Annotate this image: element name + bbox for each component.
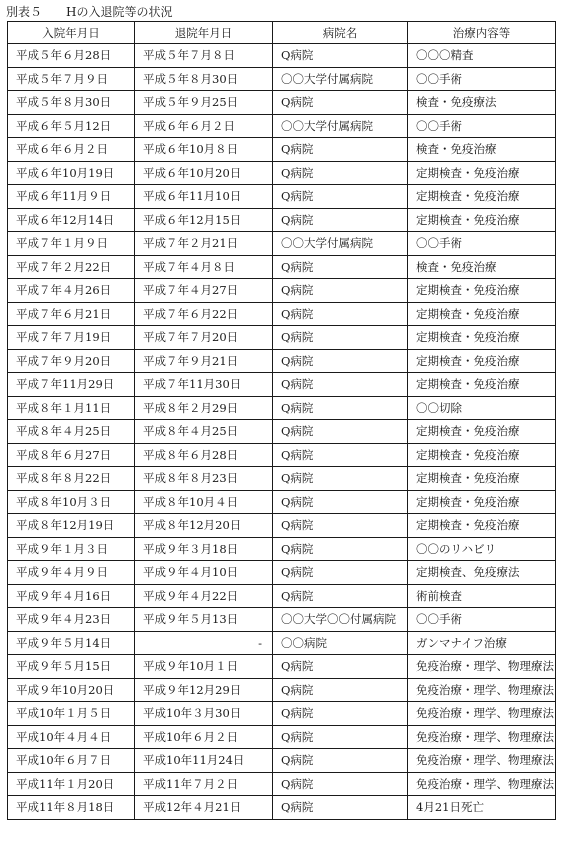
hospital-name-cell: Q病院 [273,91,408,115]
discharge-date-cell: 平成８年６月28日 [135,443,273,467]
discharge-date-cell: 平成７年４月27日 [135,279,273,303]
table-row [8,537,556,561]
treatment-cell: 免疫治療・理学、物理療法 [408,655,556,679]
table-row [8,326,556,350]
table-row [8,44,556,68]
discharge-date-cell: 平成６年６月２日 [135,114,273,138]
admission-date-cell: 平成10年６月７日 [8,749,135,773]
treatment-cell: 〇〇手術 [408,608,556,632]
hospital-name-cell: Q病院 [273,584,408,608]
treatment-cell: 検査・免疫治療 [408,138,556,162]
treatment-cell: 定期検査・免疫治療 [408,420,556,444]
discharge-date-cell: 平成９年５月13日 [135,608,273,632]
admission-date-cell: 平成９年４月23日 [8,608,135,632]
discharge-date-cell: 平成６年10月20日 [135,161,273,185]
discharge-date-cell: 平成９年10月１日 [135,655,273,679]
hospital-name-cell: Q病院 [273,279,408,303]
treatment-cell: 定期検査・免疫治療 [408,185,556,209]
discharge-date-cell: 平成８年12月20日 [135,514,273,538]
hospital-name-cell: Q病院 [273,678,408,702]
hospital-name-cell: Q病院 [273,749,408,773]
discharge-date-cell: 平成８年４月25日 [135,420,273,444]
hospital-name-cell: Q病院 [273,255,408,279]
table-row [8,420,556,444]
admission-date-cell: 平成７年１月９日 [8,232,135,256]
table-row [8,631,556,655]
admission-date-cell: 平成８年12月19日 [8,514,135,538]
admission-date-cell: 平成９年10月20日 [8,678,135,702]
treatment-cell: 定期検査・免疫治療 [408,161,556,185]
treatment-cell: 定期検査・免疫治療 [408,349,556,373]
admission-date-cell: 平成７年２月22日 [8,255,135,279]
treatment-cell: 〇〇手術 [408,67,556,91]
admission-date-cell: 平成９年４月９日 [8,561,135,585]
treatment-cell: 〇〇手術 [408,232,556,256]
treatment-cell: ガンマナイフ治療 [408,631,556,655]
treatment-cell: 免疫治療・理学、物理療法 [408,749,556,773]
table-row [8,185,556,209]
admission-date-cell: 平成８年６月27日 [8,443,135,467]
hospital-name-cell: Q病院 [273,772,408,796]
header-discharge-date: 退院年月日 [135,22,273,44]
discharge-date-cell: 平成７年６月22日 [135,302,273,326]
discharge-date-cell: 平成10年３月30日 [135,702,273,726]
table-row [8,584,556,608]
hospital-name-cell: 〇〇大学付属病院 [273,114,408,138]
hospital-name-cell: Q病院 [273,702,408,726]
header-hospital-name: 病院名 [273,22,408,44]
admission-date-cell: 平成８年１月11日 [8,396,135,420]
admission-date-cell: 平成７年11月29日 [8,373,135,397]
admission-date-cell: 平成６年12月14日 [8,208,135,232]
admission-date-cell: 平成５年７月９日 [8,67,135,91]
table-row [8,490,556,514]
table-header [8,22,556,44]
discharge-date-cell: 平成６年11月10日 [135,185,273,209]
admission-date-cell: 平成９年４月16日 [8,584,135,608]
admission-date-cell: 平成11年１月20日 [8,772,135,796]
hospital-name-cell: Q病院 [273,561,408,585]
treatment-cell: 定期検査・免疫治療 [408,302,556,326]
table-row [8,608,556,632]
discharge-date-cell: 平成５年８月30日 [135,67,273,91]
hospital-name-cell: Q病院 [273,396,408,420]
admission-date-cell: 平成５年８月30日 [8,91,135,115]
treatment-cell: 定期検査・免疫治療 [408,208,556,232]
hospital-name-cell: 〇〇大学〇〇付属病院 [273,608,408,632]
admission-date-cell: 平成８年８月22日 [8,467,135,491]
hospital-name-cell: Q病院 [273,420,408,444]
admission-date-cell: 平成９年５月15日 [8,655,135,679]
treatment-cell: 〇〇のリハビリ [408,537,556,561]
discharge-date-cell: 平成11年７月２日 [135,772,273,796]
admission-history-table [7,21,556,820]
table-row [8,232,556,256]
table-row [8,302,556,326]
treatment-cell: 定期検査・免疫治療 [408,443,556,467]
hospital-name-cell: 〇〇病院 [273,631,408,655]
table-row [8,796,556,820]
treatment-cell: 定期検査・免疫治療 [408,279,556,303]
table-row [8,161,556,185]
discharge-date-cell: 平成６年12月15日 [135,208,273,232]
table-row [8,749,556,773]
discharge-date-cell: 平成９年４月10日 [135,561,273,585]
discharge-date-cell: 平成７年11月30日 [135,373,273,397]
admission-date-cell: 平成７年４月26日 [8,279,135,303]
hospital-name-cell: 〇〇大学付属病院 [273,67,408,91]
discharge-date-cell: 平成12年４月21日 [135,796,273,820]
discharge-date-cell: 平成７年９月21日 [135,349,273,373]
discharge-date-cell: 平成９年３月18日 [135,537,273,561]
document-caption: 別表５ Hの入退院等の状況 [6,5,173,19]
admission-date-cell: 平成９年５月14日 [8,631,135,655]
table-row [8,772,556,796]
treatment-cell: 〇〇〇精査 [408,44,556,68]
hospital-name-cell: Q病院 [273,725,408,749]
treatment-cell: 定期検査・免疫治療 [408,467,556,491]
table-row [8,349,556,373]
treatment-cell: 免疫治療・理学、物理療法 [408,772,556,796]
hospital-name-cell: Q病院 [273,373,408,397]
table-row [8,561,556,585]
table-row [8,443,556,467]
admission-date-cell: 平成８年４月25日 [8,420,135,444]
treatment-cell: 4月21日死亡 [408,796,556,820]
discharge-date-cell: 平成８年８月23日 [135,467,273,491]
treatment-cell: 免疫治療・理学、物理療法 [408,702,556,726]
discharge-date-cell: 平成８年２月29日 [135,396,273,420]
treatment-cell: 検査・免疫療法 [408,91,556,115]
table-row [8,725,556,749]
admission-date-cell: 平成11年８月18日 [8,796,135,820]
hospital-name-cell: Q病院 [273,796,408,820]
header-treatment: 治療内容等 [408,22,556,44]
discharge-date-cell: - [135,631,273,655]
admission-date-cell: 平成７年６月21日 [8,302,135,326]
table-row [8,67,556,91]
table-row [8,702,556,726]
table-row [8,279,556,303]
treatment-cell: 術前検査 [408,584,556,608]
admission-date-cell: 平成７年７月19日 [8,326,135,350]
table-row [8,514,556,538]
table-row [8,467,556,491]
discharge-date-cell: 平成７年７月20日 [135,326,273,350]
treatment-cell: 定期検査・免疫治療 [408,326,556,350]
admission-date-cell: 平成10年１月５日 [8,702,135,726]
table-body [8,44,556,820]
header-row [8,22,556,44]
hospital-name-cell: Q病院 [273,161,408,185]
admission-date-cell: 平成５年６月28日 [8,44,135,68]
discharge-date-cell: 平成７年２月21日 [135,232,273,256]
discharge-date-cell: 平成５年７月８日 [135,44,273,68]
table-row [8,396,556,420]
table-row [8,91,556,115]
table-row [8,373,556,397]
admission-date-cell: 平成８年10月３日 [8,490,135,514]
admission-date-cell: 平成６年５月12日 [8,114,135,138]
hospital-name-cell: Q病院 [273,208,408,232]
hospital-name-cell: Q病院 [273,490,408,514]
hospital-name-cell: 〇〇大学付属病院 [273,232,408,256]
admission-date-cell: 平成10年４月４日 [8,725,135,749]
hospital-name-cell: Q病院 [273,302,408,326]
hospital-name-cell: Q病院 [273,44,408,68]
discharge-date-cell: 平成８年10月４日 [135,490,273,514]
table-row [8,114,556,138]
admission-date-cell: 平成７年９月20日 [8,349,135,373]
table-row [8,255,556,279]
table-row [8,678,556,702]
treatment-cell: 定期検査・免疫治療 [408,373,556,397]
treatment-cell: 〇〇切除 [408,396,556,420]
treatment-cell: 定期検査・免疫治療 [408,514,556,538]
treatment-cell: 定期検査・免疫治療 [408,490,556,514]
header-admission-date: 入院年月日 [8,22,135,44]
treatment-cell: 検査・免疫治療 [408,255,556,279]
hospital-name-cell: Q病院 [273,138,408,162]
admission-date-cell: 平成６年11月９日 [8,185,135,209]
hospital-name-cell: Q病院 [273,537,408,561]
discharge-date-cell: 平成９年４月22日 [135,584,273,608]
hospital-name-cell: Q病院 [273,185,408,209]
discharge-date-cell: 平成９年12月29日 [135,678,273,702]
admission-date-cell: 平成６年10月19日 [8,161,135,185]
hospital-name-cell: Q病院 [273,443,408,467]
hospital-name-cell: Q病院 [273,514,408,538]
hospital-name-cell: Q病院 [273,467,408,491]
discharge-date-cell: 平成７年４月８日 [135,255,273,279]
discharge-date-cell: 平成10年６月２日 [135,725,273,749]
admission-date-cell: 平成６年６月２日 [8,138,135,162]
hospital-name-cell: Q病院 [273,655,408,679]
discharge-date-cell: 平成５年９月25日 [135,91,273,115]
hospital-name-cell: Q病院 [273,349,408,373]
hospital-name-cell: Q病院 [273,326,408,350]
admission-date-cell: 平成９年１月３日 [8,537,135,561]
discharge-date-cell: 平成10年11月24日 [135,749,273,773]
discharge-date-cell: 平成６年10月８日 [135,138,273,162]
treatment-cell: 免疫治療・理学、物理療法 [408,678,556,702]
treatment-cell: 定期検査、免疫療法 [408,561,556,585]
table-row [8,655,556,679]
treatment-cell: 免疫治療・理学、物理療法 [408,725,556,749]
treatment-cell: 〇〇手術 [408,114,556,138]
table-row [8,208,556,232]
table-row [8,138,556,162]
